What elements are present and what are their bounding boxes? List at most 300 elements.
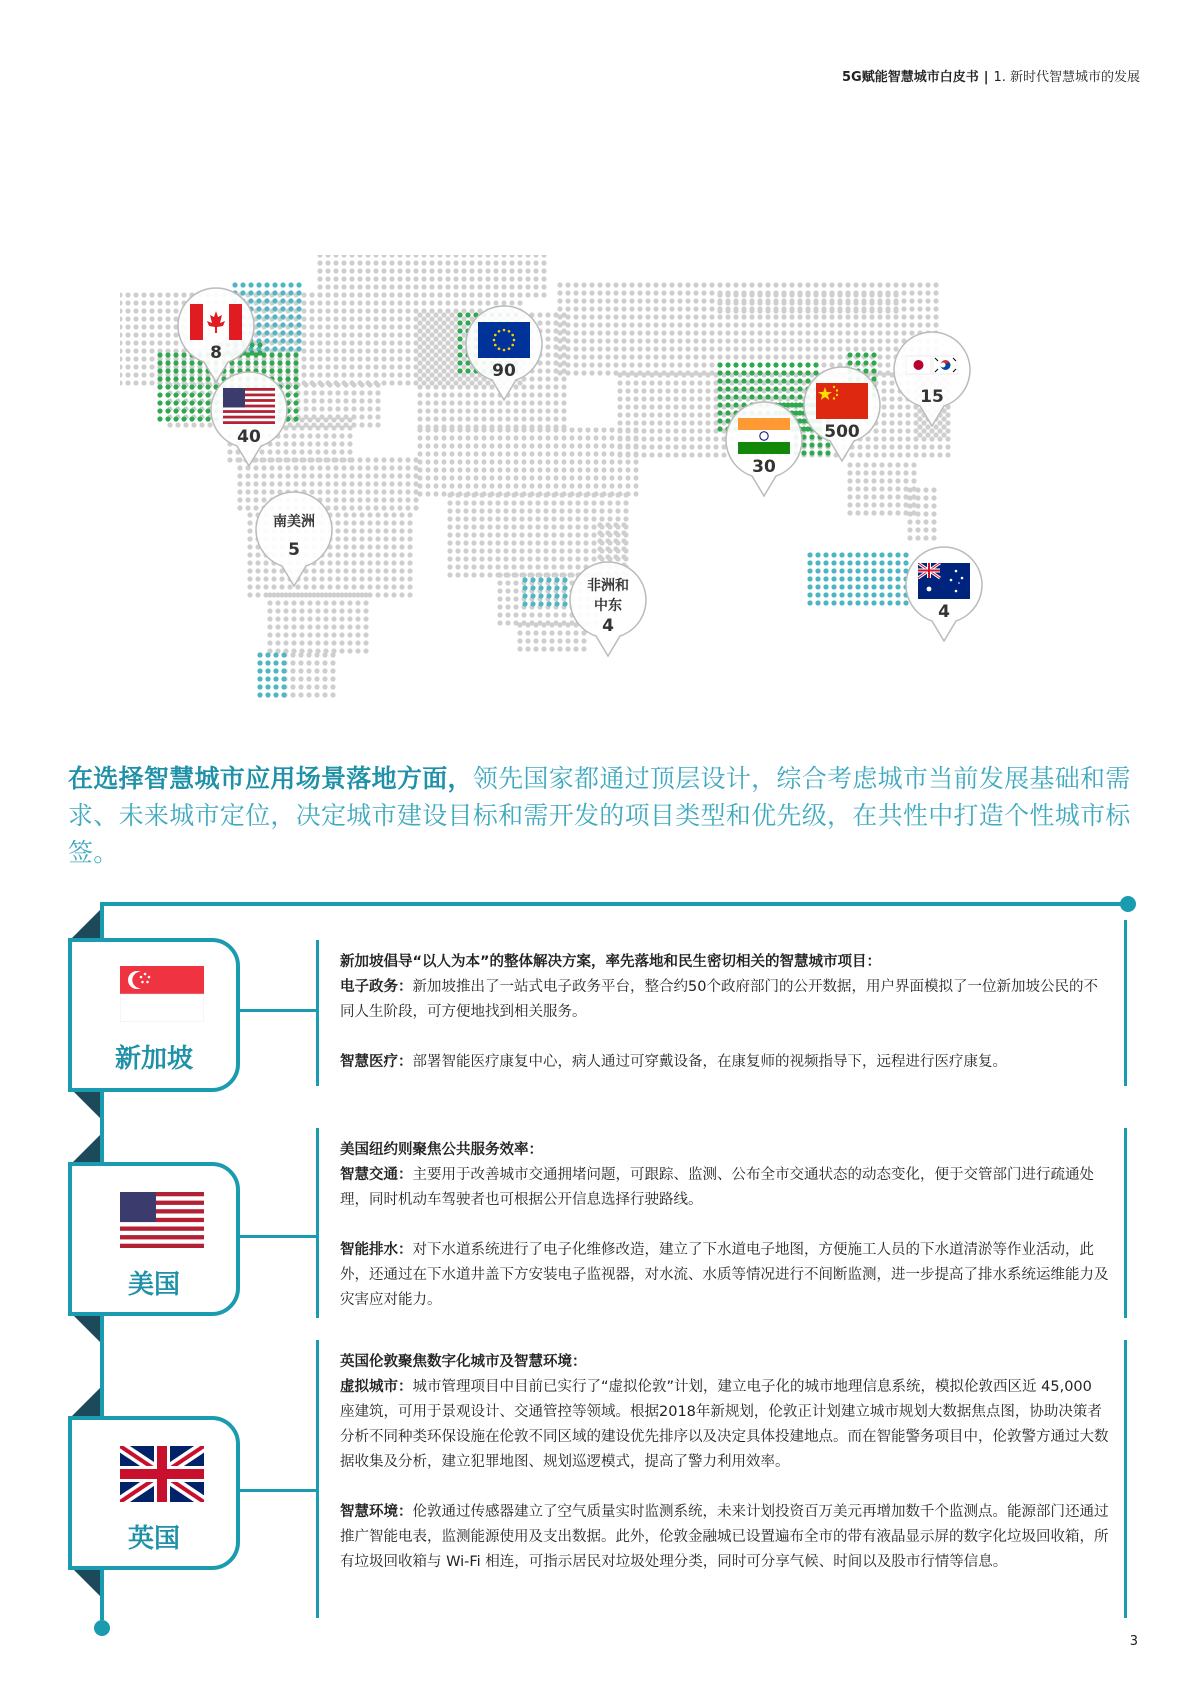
map-dot — [485, 268, 490, 273]
map-dot — [869, 338, 874, 343]
map-dot — [489, 459, 494, 464]
map-dot — [429, 284, 434, 289]
map-dot — [709, 306, 714, 311]
map-dot — [290, 668, 295, 673]
country-name: 新加坡 — [114, 1044, 193, 1074]
map-dot — [895, 560, 900, 565]
map-dot — [157, 352, 162, 357]
map-dot — [869, 314, 874, 319]
map-dot — [325, 316, 330, 321]
map-dot — [529, 459, 534, 464]
map-dot — [521, 435, 526, 440]
map-dot — [323, 417, 328, 422]
map-dot — [173, 400, 178, 405]
map-dot — [449, 408, 454, 413]
map-dot — [583, 524, 588, 529]
map-dot — [623, 492, 628, 497]
map-dot — [725, 354, 730, 359]
map-dot — [871, 592, 876, 597]
map-dot — [567, 516, 572, 521]
map-dot — [813, 338, 818, 343]
map-dot — [120, 356, 123, 361]
map-dot — [593, 475, 598, 480]
map-dot — [649, 412, 654, 417]
pin-value: 15 — [920, 387, 944, 407]
map-dot — [521, 483, 526, 488]
map-dot — [449, 400, 454, 405]
map-dot — [765, 322, 770, 327]
map-dot — [561, 467, 566, 472]
map-dot — [887, 600, 892, 605]
map-dot — [149, 340, 154, 345]
map-dot — [447, 548, 452, 553]
map-dot — [330, 652, 335, 657]
map-dot — [383, 520, 388, 525]
map-dot — [365, 255, 370, 258]
map-dot — [306, 676, 311, 681]
map-dot — [367, 544, 372, 549]
map-dot — [325, 308, 330, 313]
map-dot — [530, 585, 535, 590]
map-dot — [565, 370, 570, 375]
map-dot — [581, 362, 586, 367]
map-dot — [709, 330, 714, 335]
map-dot — [405, 489, 410, 494]
map-dot — [471, 572, 476, 577]
map-dot — [273, 684, 278, 689]
map-dot — [497, 435, 502, 440]
map-dot — [283, 624, 288, 629]
map-dot — [341, 457, 346, 462]
map-dot — [272, 338, 277, 343]
map-dot — [133, 300, 138, 305]
map-dot — [365, 284, 370, 289]
map-dot — [681, 428, 686, 433]
map-dot — [445, 292, 450, 297]
map-dot — [453, 260, 458, 265]
map-dot — [309, 372, 314, 377]
map-dot — [339, 441, 344, 446]
map-dot — [264, 330, 269, 335]
map-dot — [455, 532, 460, 537]
map-dot — [623, 500, 628, 505]
map-dot — [749, 300, 754, 305]
map-dot — [613, 554, 618, 559]
map-dot — [537, 467, 542, 472]
map-dot — [257, 692, 262, 697]
map-dot — [375, 398, 380, 403]
map-dot — [673, 388, 678, 393]
map-dot — [445, 308, 450, 313]
map-dot — [373, 356, 378, 361]
map-dot — [709, 298, 714, 303]
map-dot — [407, 576, 412, 581]
map-dot — [120, 380, 123, 385]
map-dot — [333, 300, 338, 305]
map-dot — [837, 322, 842, 327]
map-dot — [797, 314, 802, 319]
map-dot — [701, 362, 706, 367]
map-dot — [341, 356, 346, 361]
map-dot — [237, 481, 242, 486]
map-dot — [575, 500, 580, 505]
map-dot — [537, 612, 542, 617]
map-dot — [307, 608, 312, 613]
map-dot — [741, 322, 746, 327]
map-dot — [317, 348, 322, 353]
map-dot — [871, 470, 876, 475]
map-dot — [749, 346, 754, 351]
map-dot — [264, 282, 269, 287]
map-dot — [275, 640, 280, 645]
map-dot — [895, 510, 900, 515]
map-dot — [677, 322, 682, 327]
map-dot — [347, 433, 352, 438]
map-dot — [307, 592, 312, 597]
map-dot — [517, 260, 522, 265]
map-dot — [281, 684, 286, 689]
map-dot — [383, 568, 388, 573]
map-dot — [613, 346, 618, 351]
map-dot — [383, 576, 388, 581]
map-dot — [389, 364, 394, 369]
intro-lead: 在选择智慧城市应用场景落地方面， — [68, 764, 473, 793]
map-dot — [125, 300, 130, 305]
map-dot — [501, 260, 506, 265]
map-dot — [333, 292, 338, 297]
pin-region-label-line1: 非洲和 — [587, 578, 629, 594]
map-dot — [589, 298, 594, 303]
map-dot — [120, 348, 123, 353]
box-fold — [70, 1088, 100, 1118]
map-dot — [661, 322, 666, 327]
map-dot — [349, 284, 354, 289]
map-dot — [725, 346, 730, 351]
map-dot — [893, 322, 898, 327]
map-dot — [357, 268, 362, 273]
map-dot — [637, 346, 642, 351]
map-dot — [301, 457, 306, 462]
map-dot — [705, 420, 710, 425]
map-dot — [333, 481, 338, 486]
map-dot — [543, 540, 548, 545]
map-dot — [529, 416, 534, 421]
map-dot — [311, 406, 316, 411]
map-dot — [733, 322, 738, 327]
map-dot — [351, 536, 356, 541]
map-dot — [407, 592, 412, 597]
map-dot — [855, 352, 860, 357]
map-dot — [343, 552, 348, 557]
map-dot — [585, 483, 590, 488]
map-dot — [331, 425, 336, 430]
map-dot — [280, 322, 285, 327]
map-dot — [347, 632, 352, 637]
map-dot — [633, 459, 638, 464]
map-dot — [277, 473, 282, 478]
map-dot — [879, 600, 884, 605]
map-dot — [549, 638, 554, 643]
map-dot — [449, 475, 454, 480]
map-dot — [545, 360, 550, 365]
map-dot — [599, 492, 604, 497]
map-dot — [389, 348, 394, 353]
map-dot — [757, 330, 762, 335]
map-dot — [317, 316, 322, 321]
map-dot — [877, 346, 882, 351]
map-dot — [298, 692, 303, 697]
map-dot — [447, 532, 452, 537]
map-dot — [425, 400, 430, 405]
map-dot — [645, 322, 650, 327]
map-dot — [339, 449, 344, 454]
map-dot — [293, 457, 298, 462]
map-dot — [535, 500, 540, 505]
map-dot — [589, 346, 594, 351]
map-dot — [453, 348, 458, 353]
map-dot — [909, 306, 914, 311]
map-dot — [805, 346, 810, 351]
map-dot — [413, 308, 418, 313]
map-dot — [901, 298, 906, 303]
map-dot — [317, 255, 322, 258]
map-dot — [399, 528, 404, 533]
map-dot — [341, 316, 346, 321]
map-dot — [421, 380, 426, 385]
map-dot — [173, 408, 178, 413]
map-dot — [389, 356, 394, 361]
map-dot — [301, 372, 306, 377]
map-dot — [405, 276, 410, 281]
map-dot — [815, 584, 820, 589]
map-dot — [685, 282, 690, 287]
map-dot — [421, 324, 426, 329]
map-dot — [661, 362, 666, 367]
map-dot — [633, 467, 638, 472]
map-dot — [465, 467, 470, 472]
map-dot — [821, 292, 826, 297]
map-dot — [917, 306, 922, 311]
map-dot — [397, 497, 402, 502]
map-dot — [573, 314, 578, 319]
map-dot — [141, 300, 146, 305]
map-dot — [535, 548, 540, 553]
map-dot — [613, 546, 618, 551]
map-dot — [149, 308, 154, 313]
map-dot — [705, 404, 710, 409]
map-dot — [269, 481, 274, 486]
map-dot — [597, 546, 602, 551]
map-dot — [367, 512, 372, 517]
map-dot — [397, 372, 402, 377]
map-dot — [781, 300, 786, 305]
map-dot — [165, 408, 170, 413]
map-dot — [333, 356, 338, 361]
map-dot — [613, 354, 618, 359]
map-dot — [823, 552, 828, 557]
map-dot — [813, 282, 818, 287]
map-dot — [607, 500, 612, 505]
map-dot — [447, 508, 452, 513]
map-dot — [681, 388, 686, 393]
map-dot — [673, 444, 678, 449]
map-dot — [349, 364, 354, 369]
map-dot — [749, 386, 754, 391]
map-dot — [359, 560, 364, 565]
map-dot — [583, 492, 588, 497]
map-dot — [405, 300, 410, 305]
map-dot — [665, 412, 670, 417]
map-dot — [405, 473, 410, 478]
map-dot — [797, 322, 802, 327]
map-dot — [871, 494, 876, 499]
map-dot — [517, 276, 522, 281]
map-dot — [293, 360, 298, 365]
map-dot — [605, 538, 610, 543]
map-dot — [349, 324, 354, 329]
map-dot — [923, 503, 928, 508]
map-dot — [421, 268, 426, 273]
map-dot — [381, 465, 386, 470]
map-dot — [317, 372, 322, 377]
map-dot — [421, 276, 426, 281]
map-dot — [457, 443, 462, 448]
map-dot — [661, 346, 666, 351]
map-dot — [455, 500, 460, 505]
map-dot — [355, 648, 360, 653]
map-dot — [519, 540, 524, 545]
map-dot — [901, 282, 906, 287]
map-dot — [607, 492, 612, 497]
map-dot — [871, 600, 876, 605]
map-dot — [741, 300, 746, 305]
map-dot — [577, 435, 582, 440]
map-dot — [283, 640, 288, 645]
map-dot — [501, 255, 506, 258]
map-dot — [375, 528, 380, 533]
map-dot — [183, 422, 188, 427]
map-dot — [373, 340, 378, 345]
map-dot — [120, 292, 123, 297]
map-dot — [365, 324, 370, 329]
map-dot — [257, 350, 262, 355]
map-dot — [355, 624, 360, 629]
map-dot — [907, 519, 912, 524]
map-dot — [657, 388, 662, 393]
map-dot — [487, 548, 492, 553]
map-dot — [351, 390, 356, 395]
map-dot — [330, 668, 335, 673]
map-dot — [314, 652, 319, 657]
map-dot — [633, 491, 638, 496]
map-dot — [557, 362, 562, 367]
map-dot — [449, 459, 454, 464]
map-dot — [709, 338, 714, 343]
map-dot — [461, 292, 466, 297]
map-dot — [165, 308, 170, 313]
map-dot — [463, 508, 468, 513]
map-dot — [701, 306, 706, 311]
map-dot — [457, 451, 462, 456]
map-dot — [417, 360, 422, 365]
map-dot — [293, 368, 298, 373]
map-dot — [813, 346, 818, 351]
map-dot — [527, 548, 532, 553]
map-dot — [413, 356, 418, 361]
map-dot — [351, 398, 356, 403]
map-dot — [697, 372, 702, 377]
map-dot — [381, 292, 386, 297]
map-dot — [581, 306, 586, 311]
content-heading: 美国纽约则聚焦公共服务效率： — [340, 1142, 543, 1158]
map-dot — [717, 282, 722, 287]
map-dot — [641, 428, 646, 433]
map-dot — [343, 544, 348, 549]
map-dot — [725, 330, 730, 335]
map-dot — [773, 338, 778, 343]
map-dot — [583, 508, 588, 513]
map-dot — [375, 568, 380, 573]
map-dot — [120, 316, 123, 321]
map-dot — [343, 584, 348, 589]
map-dot — [561, 392, 566, 397]
map-dot — [765, 282, 770, 287]
map-dot — [339, 425, 344, 430]
map-dot — [527, 564, 532, 569]
map-dot — [309, 332, 314, 337]
map-dot — [725, 362, 730, 367]
map-dot — [120, 372, 123, 377]
map-dot — [741, 370, 746, 375]
map-dot — [637, 298, 642, 303]
map-dot — [407, 544, 412, 549]
map-dot — [617, 372, 622, 377]
map-dot — [911, 462, 916, 467]
map-dot — [253, 481, 258, 486]
map-dot — [649, 428, 654, 433]
map-dot — [543, 508, 548, 513]
map-dot — [533, 284, 538, 289]
map-dot — [677, 298, 682, 303]
map-dot — [445, 372, 450, 377]
map-dot — [591, 500, 596, 505]
map-dot — [453, 292, 458, 297]
map-dot — [447, 524, 452, 529]
map-dot — [749, 362, 754, 367]
map-dot — [537, 483, 542, 488]
map-dot — [381, 300, 386, 305]
map-dot — [333, 364, 338, 369]
map-dot — [417, 427, 422, 432]
map-dot — [280, 282, 285, 287]
map-dot — [589, 282, 594, 287]
map-dot — [689, 420, 694, 425]
map-dot — [363, 600, 368, 605]
map-dot — [407, 520, 412, 525]
map-dot — [847, 352, 852, 357]
map-dot — [681, 444, 686, 449]
map-dot — [553, 483, 558, 488]
map-dot — [513, 612, 518, 617]
map-dot — [363, 632, 368, 637]
map-dot — [915, 519, 920, 524]
map-dot — [288, 290, 293, 295]
map-dot — [375, 592, 380, 597]
map-dot — [343, 560, 348, 565]
map-dot — [301, 364, 306, 369]
map-dot — [705, 388, 710, 393]
map-dot — [359, 520, 364, 525]
